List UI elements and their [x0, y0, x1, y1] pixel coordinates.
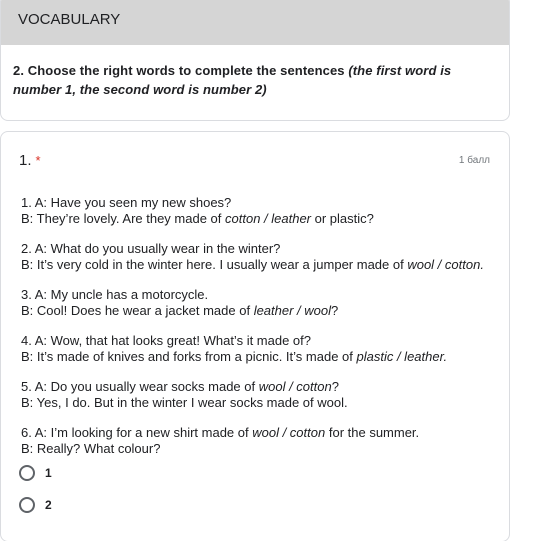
dialog-line-b: B: They’re lovely. Are they made of cotton / leather or plastic? — [21, 210, 374, 226]
option-2-label: 2 — [45, 498, 52, 512]
dialog-4 — [21, 333, 501, 364]
dialog-line-b: B: Yes, I do. But in the winter I wear socks made of wool. — [21, 394, 348, 410]
option-2[interactable] — [19, 497, 52, 513]
dialog-line-b: B: It’s made of knives and forks from a picnic. It’s made of plastic / leather. — [21, 348, 448, 364]
dialog-line-a: 1. A: Have you seen my new shoes? — [21, 195, 232, 210]
dialog-line-a: 5. A: Do you usually wear socks made of wool / cotton? — [21, 379, 339, 394]
dialog-line-a: 4. A: Wow, that hat looks great! What’s it made of? — [21, 333, 312, 348]
dialog-line-b: B: Really? What colour? — [21, 440, 161, 456]
section-title: VOCABULARY — [1, 0, 509, 45]
dialog-line-a: 6. A: I’m looking for a new shirt made of wool / cotton for the summer. — [21, 425, 420, 440]
description-bold-text: 2. Choose the right words to complete the sentences — [13, 63, 349, 78]
option-1-label: 1 — [45, 466, 52, 480]
radio-button-2[interactable] — [19, 497, 35, 513]
dialog-1 — [21, 195, 501, 226]
option-1[interactable] — [19, 465, 52, 481]
dialog-6 — [21, 425, 501, 456]
dialog-2 — [21, 241, 501, 272]
dialog-3 — [21, 287, 501, 318]
question-number: 1. — [19, 152, 32, 169]
description-italic-text: (the first word is number 1, the second word is number 2) — [13, 63, 452, 97]
dialog-line-a: 2. A: What do you usually wear in the winter? — [21, 241, 281, 256]
question-title — [19, 152, 41, 169]
question-card — [0, 131, 510, 541]
dialog-line-b: B: It’s very cold in the winter here. I usually wear a jumper made of wool / cotton. — [21, 256, 484, 272]
dialog-5 — [21, 379, 501, 410]
dialog-line-b: B: Cool! Does he wear a jacket made of leather / wool? — [21, 302, 339, 318]
required-asterisk: * — [35, 153, 41, 168]
radio-button-1[interactable] — [19, 465, 35, 481]
question-text — [21, 195, 501, 471]
points-label: 1 балл — [458, 155, 490, 166]
section-header-card — [0, 0, 510, 121]
dialog-line-a: 3. A: My uncle has a motorcycle. — [21, 287, 209, 302]
section-description — [1, 45, 509, 99]
